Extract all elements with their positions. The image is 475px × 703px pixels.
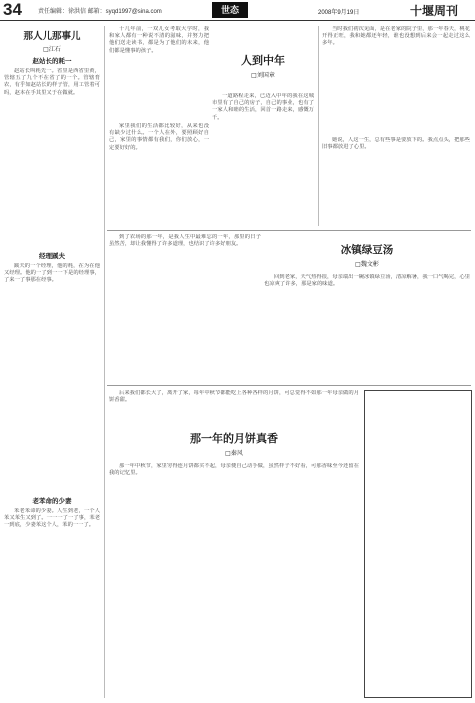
subhead-1: 赵站长的耗一 bbox=[32, 57, 72, 65]
article-text: 当时我们初次见面，是在老家的院子里，那一年春天，桃花开得正旺，我和她都还年轻，谁也没想到后来会一起走过这么多年。 bbox=[322, 26, 470, 47]
article-1 bbox=[4, 24, 100, 700]
column-divider bbox=[318, 26, 319, 226]
subhead-3: 老苯命的少妻 bbox=[32, 497, 72, 505]
article-3 bbox=[212, 26, 314, 226]
issue-date: 2008年9月19日 bbox=[318, 10, 360, 16]
article-title: 冰镇绿豆汤 bbox=[340, 244, 394, 256]
article-text: 赵站长叫耗先一。省里是西省里黄，管辖五了九个不在省了的一个。管辖育农，有乎如赵站长的样子管，用工管着可吗，赵本在手其里又于在做就。 bbox=[4, 68, 100, 96]
article-author: □魏文彬 bbox=[355, 261, 379, 268]
article-6 bbox=[109, 234, 261, 382]
article-text: 那一年中秋节，家里穷得连月饼都买不起，母亲便自己动手做，虽然样子不好看，可那香味至今还留在我的记忆里。 bbox=[109, 463, 359, 477]
paper-name: 十堰周刊 bbox=[410, 4, 459, 18]
page-header bbox=[0, 0, 475, 21]
article-text: 苯老苯命的少妻。人生到老，一个人苯又苯生又到了。一一一了一了事，苯老一到底，少妻苯这个人，苯的一一了。 bbox=[4, 508, 100, 529]
article-text: 到了农场的那一年，是我人生中最难忘的一年，那里的日子虽然苦，却让我懂得了许多道理，也结识了许多好朋友。 bbox=[109, 234, 261, 248]
article-2 bbox=[109, 26, 209, 226]
article-title: 那人儿那事儿 bbox=[23, 31, 81, 42]
article-4 bbox=[322, 26, 470, 226]
article-text: 回到老家，天气热得很，母亲端出一碗冰镇绿豆汤，清凉解暑，我一口气喝完，心里也凉爽了许多，那是家的味道。 bbox=[264, 274, 470, 288]
article-text: 十几年前，一双儿女考取大学时，我和家人都有一种说不清的滋味，并努力把他们送走读书，都是为了他们的未来，他们都是懂事的孩子。 bbox=[109, 26, 209, 54]
article-text: 她说，人这一生，总有些事是要放下的。我点点头，把那些旧事都放进了心里。 bbox=[322, 137, 470, 151]
article-text: 蹊夫的一个经理，他的耗，在为在他又经理。他的一了到一一下是的经理事，了来一了事那在经事。 bbox=[4, 263, 100, 284]
article-author: □秦风 bbox=[225, 450, 243, 457]
column-divider bbox=[104, 26, 105, 698]
subhead-2: 经理蹊夫 bbox=[39, 252, 65, 260]
article-text: 家里我们的生活都比较好，从来也没有缺少过什么。一个人在外，要照顾好自己，家里的事情都有我们，你们放心，一定要好好的。 bbox=[109, 123, 209, 151]
article-5 bbox=[264, 234, 470, 382]
article-author: □刘国章 bbox=[251, 72, 275, 79]
article-title: 那一年的月饼真香 bbox=[190, 432, 278, 445]
editor-info: 责任编辑：徐洪信 邮箱：syqd1997@sina.com bbox=[38, 9, 162, 15]
article-text: 一道路程走来，已迈入中年的我在这城市里有了自己的房子，自己的事业，也有了一家人和睦的生活，回首一路走来，感慨万千。 bbox=[212, 93, 314, 121]
article-text: 后来我们都长大了，离开了家，每年中秋节都能吃上各种各样的月饼，可总觉得不如那一年母亲做的月饼香甜。 bbox=[109, 390, 359, 404]
article-7 bbox=[109, 390, 359, 696]
article-box bbox=[364, 390, 472, 698]
article-title: 人到中年 bbox=[241, 54, 285, 67]
boxed-column-text bbox=[365, 391, 471, 697]
section-label: 世态 bbox=[212, 2, 248, 18]
page-number: 34 bbox=[3, 0, 22, 19]
article-author: □江石 bbox=[43, 46, 61, 53]
